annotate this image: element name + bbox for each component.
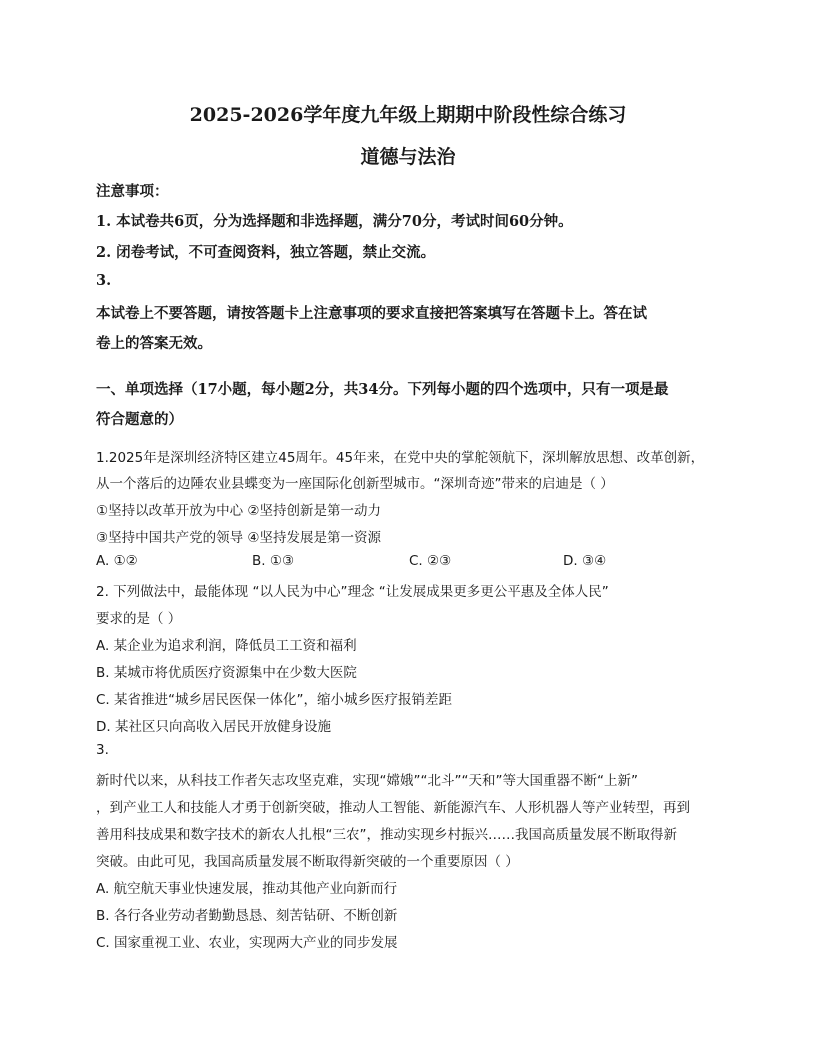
section-1-heading-line-2: 符合题意的）	[96, 411, 183, 428]
notice-item-3-line-2: 卷上的答案无效。	[96, 335, 212, 352]
q3-number: 3.	[96, 742, 109, 758]
notice-item-3-line-1: 本试卷上不要答题，请按答题卡上注意事项的要求直接把答案填写在答题卡上。答在试	[96, 305, 647, 322]
notice-item-1: 1. 本试卷共6页，分为选择题和非选择题，满分70分，考试时间60分钟。	[96, 213, 573, 230]
q2-option-c: C. 某省推进“城乡居民医保一体化”，缩小城乡医疗报销差距	[96, 692, 452, 708]
q3-stem-line-2: ，到产业工人和技能人才勇于创新突破，推动人工智能、新能源汽车、人形机器人等产业转型，再到	[96, 800, 690, 816]
q3-option-b: B. 各行各业劳动者勤勤恳恳、刻苦钻研、不断创新	[96, 908, 398, 924]
notice-heading: 注意事项：	[96, 183, 169, 200]
q1-option-a: A. ①②	[96, 553, 138, 569]
q2-option-d: D. 某社区只向高收入居民开放健身设施	[96, 719, 331, 735]
q3-option-a: A. 航空航天事业快速发展，推动其他产业向新而行	[96, 881, 398, 897]
q1-stem-line-1: 1.2025年是深圳经济特区建立45周年。45年来，在党中央的掌舵领航下，深圳解放思想、改革创新，	[96, 450, 705, 466]
q3-stem-line-4: 突破。由此可见，我国高质量发展不断取得新突破的一个重要原因（ ）	[96, 854, 519, 870]
q1-stem-line-2: 从一个落后的边陲农业县蝶变为一座国际化创新型城市。“深圳奇迹”带来的启迪是（ ）	[96, 476, 614, 492]
q1-option-c: C. ②③	[409, 553, 452, 569]
q2-option-a: A. 某企业为追求利润，降低员工工资和福利	[96, 638, 357, 654]
q1-option-d: D. ③④	[563, 553, 607, 569]
section-1-heading-line-1: 一、单项选择（17小题，每小题2分，共34分。下列每小题的四个选项中，只有一项是最	[96, 381, 669, 398]
notice-item-2: 2. 闭卷考试，不可查阅资料，独立答题，禁止交流。	[96, 244, 436, 261]
q3-stem-line-3: 善用科技成果和数字技术的新农人扎根“三农”，推动实现乡村振兴……我国高质量发展不断取得新	[96, 827, 677, 843]
q2-stem-line-1: 2. 下列做法中，最能体现 “以人民为中心”理念 “让发展成果更多更公平惠及全体人民”	[96, 584, 609, 600]
q2-stem-line-2: 要求的是（ ）	[96, 611, 182, 627]
q1-statement-line-1: ①坚持以改革开放为中心 ②坚持创新是第一动力	[96, 503, 381, 519]
q3-stem-line-1: 新时代以来，从科技工作者矢志攻坚克难，实现“嫦娥”“北斗”“天和”等大国重器不断“上新”	[96, 773, 638, 789]
q1-statement-line-2: ③坚持中国共产党的领导 ④坚持发展是第一资源	[96, 530, 381, 546]
q3-option-c: C. 国家重视工业、农业，实现两大产业的同步发展	[96, 935, 398, 951]
notice-item-3-number: 3.	[96, 272, 112, 289]
subject-title: 道德与法治	[360, 146, 456, 168]
q2-option-b: B. 某城市将优质医疗资源集中在少数大医院	[96, 665, 357, 681]
q1-option-b: B. ①③	[252, 553, 295, 569]
exam-title: 2025-2026学年度九年级上期期中阶段性综合练习	[189, 104, 627, 126]
